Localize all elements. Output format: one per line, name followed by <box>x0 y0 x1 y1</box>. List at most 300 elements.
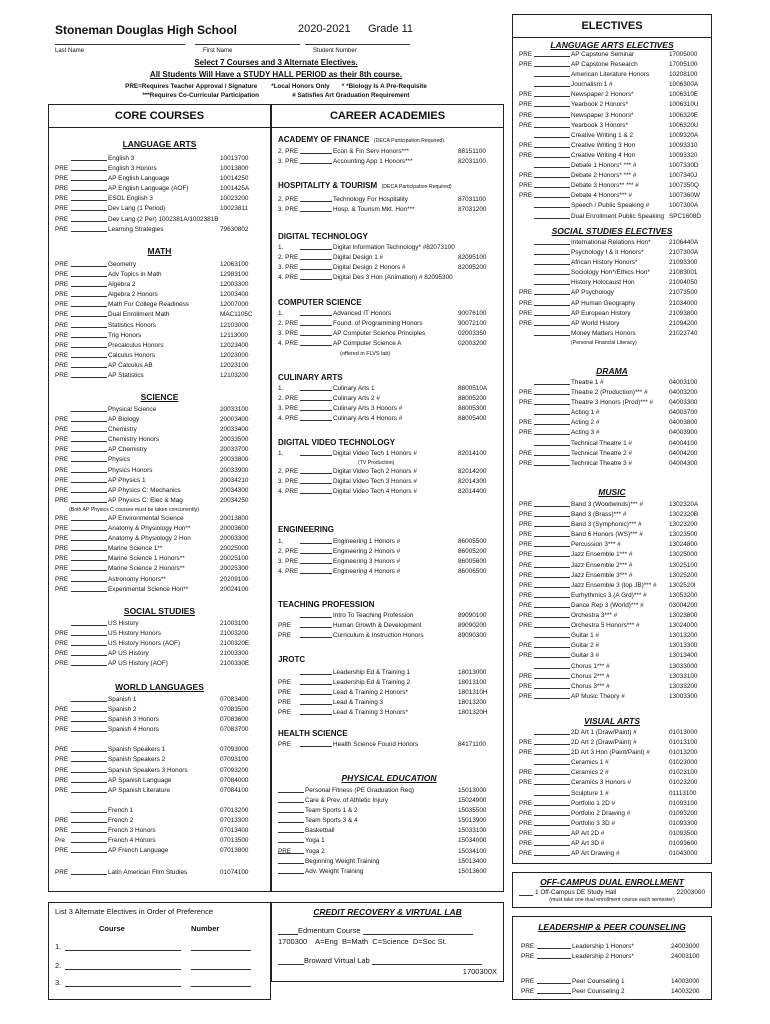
selection-blank[interactable] <box>71 194 107 201</box>
selection-blank[interactable] <box>534 768 570 775</box>
selection-blank[interactable] <box>300 449 332 456</box>
selection-blank[interactable] <box>534 829 570 836</box>
course-code: 13023200 <box>669 521 698 529</box>
course-row <box>278 708 500 718</box>
prereq-label: PRE <box>55 486 69 494</box>
selection-blank[interactable] <box>534 550 570 557</box>
course-row <box>278 195 500 205</box>
selection-blank[interactable] <box>71 154 107 161</box>
selection-blank[interactable] <box>534 692 570 699</box>
selection-blank[interactable] <box>534 80 570 87</box>
course-name: Creative Writing 1 & 2 <box>571 131 634 139</box>
off-campus-box <box>512 872 712 908</box>
selection-blank[interactable] <box>71 755 107 762</box>
instruction-1: Select 7 Courses and 3 Alternate Electives. <box>194 58 358 67</box>
selection-blank[interactable] <box>71 425 107 432</box>
selection-blank[interactable] <box>300 708 332 715</box>
selection-blank[interactable] <box>278 836 304 843</box>
prereq-label: PRE <box>519 571 533 579</box>
selection-blank[interactable] <box>300 631 332 638</box>
selection-blank[interactable] <box>300 567 332 574</box>
course-code: 15013600 <box>458 867 487 875</box>
selection-blank[interactable] <box>71 554 107 561</box>
prereq-label <box>519 268 534 278</box>
course-name: 2D Art 1 (Draw/Paint) # <box>571 729 637 736</box>
course-row <box>519 530 711 540</box>
selection-blank[interactable] <box>534 212 570 219</box>
course-name: Creative Writing 3 Hon <box>571 141 636 149</box>
selection-blank[interactable] <box>300 195 332 202</box>
selection-blank[interactable] <box>300 557 332 564</box>
course-row <box>55 215 270 225</box>
selection-blank[interactable] <box>71 341 107 348</box>
course-code: 18013100 <box>458 679 487 687</box>
selection-blank[interactable] <box>300 384 332 391</box>
selection-blank[interactable] <box>71 619 107 626</box>
selection-blank[interactable] <box>278 826 304 833</box>
selection-blank[interactable] <box>534 748 570 755</box>
selection-blank[interactable] <box>534 758 570 765</box>
course-name: Engineering 4 Honors # <box>333 568 401 576</box>
alt-3-number-line[interactable] <box>191 986 251 987</box>
selection-blank[interactable] <box>534 809 570 816</box>
course-row <box>55 544 270 554</box>
selection-blank[interactable] <box>534 530 570 537</box>
selection-blank[interactable] <box>300 698 332 705</box>
prereq-label <box>519 378 534 388</box>
selection-blank[interactable] <box>71 826 107 833</box>
visual-arts-section <box>513 716 711 859</box>
selection-blank[interactable] <box>534 651 570 658</box>
prereq-label: PRE <box>519 61 533 69</box>
course-name: Chorus 3*** # <box>571 682 610 690</box>
course-name: Peer Counseling 1 <box>572 978 625 986</box>
course-row <box>519 682 711 692</box>
selection-blank[interactable] <box>71 659 107 666</box>
course-name: Leadership 2 Honors* <box>572 953 634 961</box>
alt-2-number-line[interactable] <box>191 969 251 970</box>
course-name: Engineering 3 Honors # <box>333 558 401 566</box>
selection-blank[interactable] <box>71 585 107 592</box>
selection-blank[interactable] <box>534 849 570 856</box>
selection-blank[interactable] <box>300 404 332 411</box>
selection-blank[interactable] <box>71 164 107 171</box>
course-code: 04003200 <box>669 389 698 397</box>
course-code: 13025100 <box>669 561 698 569</box>
course-code: 14003000 <box>671 978 700 986</box>
selection-blank[interactable] <box>71 715 107 722</box>
selection-blank[interactable] <box>71 476 107 483</box>
selection-blank[interactable] <box>534 70 570 77</box>
selection-blank[interactable] <box>71 260 107 267</box>
selection-blank[interactable] <box>278 857 304 864</box>
digital-tech-title: DIGITAL TECHNOLOGY <box>278 232 368 241</box>
selection-blank[interactable] <box>534 449 570 456</box>
selection-blank[interactable] <box>534 171 570 178</box>
prereq-label <box>519 258 534 268</box>
course-name: ESOL English 3 <box>108 195 153 203</box>
selection-blank[interactable] <box>534 141 570 148</box>
math-title: MATH <box>147 246 172 256</box>
selection-blank[interactable] <box>71 745 107 752</box>
course-name: Lead & Training 3 <box>333 699 384 707</box>
selection-blank[interactable] <box>300 740 332 747</box>
course-name: French 3 Honors <box>108 827 156 835</box>
selection-blank[interactable] <box>300 329 332 336</box>
selection-blank[interactable] <box>71 486 107 493</box>
course-name: Technical Theatre 2 # <box>571 449 632 457</box>
selection-blank[interactable] <box>537 952 571 959</box>
selection-blank[interactable] <box>534 408 570 415</box>
selection-blank[interactable] <box>300 678 332 685</box>
alt-1-course-line[interactable] <box>65 950 181 951</box>
selection-blank[interactable] <box>534 641 570 648</box>
selection-blank[interactable] <box>534 778 570 785</box>
selection-blank[interactable] <box>534 191 570 198</box>
selection-blank[interactable] <box>71 836 107 843</box>
course-name: Ceramics 3 Honors # <box>571 779 632 787</box>
prereq-label <box>519 631 534 641</box>
course-row <box>519 131 711 141</box>
selection-blank[interactable] <box>534 789 570 796</box>
course-name: Dev Lang (1 Period) <box>108 205 166 213</box>
selection-blank[interactable] <box>534 378 570 385</box>
selection-blank[interactable] <box>534 100 570 107</box>
course-row <box>55 466 270 476</box>
selection-blank[interactable] <box>300 621 332 628</box>
selection-blank[interactable] <box>71 786 107 793</box>
course-row <box>278 688 500 698</box>
course-row <box>55 154 270 164</box>
broward-code: 1700300X <box>462 967 497 976</box>
selection-blank[interactable] <box>71 455 107 462</box>
course-code: 12983100 <box>220 271 249 279</box>
course-code: 21003100 <box>220 620 249 627</box>
course-name: US History Honors <box>108 630 161 638</box>
selection-blank[interactable] <box>534 631 570 638</box>
selection-blank[interactable] <box>71 310 107 317</box>
school-name: Stoneman Douglas High School <box>55 23 238 37</box>
selection-blank[interactable] <box>300 537 332 544</box>
selection-blank[interactable] <box>534 571 570 578</box>
selection-blank[interactable] <box>534 601 570 608</box>
selection-blank[interactable] <box>278 847 304 854</box>
selection-blank[interactable] <box>71 524 107 531</box>
course-row <box>278 157 500 167</box>
selection-blank[interactable] <box>534 418 570 425</box>
music-section <box>513 487 711 702</box>
course-name: AP English Language <box>108 175 170 183</box>
selection-blank[interactable] <box>300 487 332 494</box>
selection-blank[interactable] <box>71 225 107 232</box>
edmentum-codes: 1700300 A=Eng B=Math C=Science D=Soc St. <box>278 937 447 946</box>
course-row <box>519 80 711 90</box>
course-code: 07084100 <box>220 786 249 794</box>
selection-blank[interactable] <box>71 639 107 646</box>
course-code: 13013400 <box>669 652 698 660</box>
course-row <box>278 394 500 404</box>
prereq-label: PRE <box>55 585 69 593</box>
selection-blank[interactable] <box>300 253 332 260</box>
prereq-label: PRE <box>55 426 69 434</box>
selection-blank[interactable] <box>300 339 332 346</box>
course-row <box>55 310 270 320</box>
selection-blank[interactable] <box>71 575 107 582</box>
selection-blank[interactable] <box>71 846 107 853</box>
selection-blank[interactable] <box>71 766 107 773</box>
selection-blank[interactable] <box>534 161 570 168</box>
last-name-label: Last Name <box>55 48 85 54</box>
course-name: Basketball <box>305 827 335 835</box>
prereq-label: PRE <box>519 551 533 559</box>
prereq-label: PRE <box>519 739 533 747</box>
selection-blank[interactable] <box>71 776 107 783</box>
course-name: AP Physics C: Elec & Mag <box>108 496 183 504</box>
selection-blank[interactable] <box>278 816 304 823</box>
course-name: Digital Video Tech 2 Honors # <box>333 468 417 476</box>
course-row <box>55 331 270 341</box>
selection-blank[interactable] <box>71 300 107 307</box>
selection-blank[interactable] <box>300 273 332 280</box>
selection-blank[interactable] <box>71 331 107 338</box>
selection-blank[interactable] <box>534 90 570 97</box>
course-code: 87031100 <box>458 196 486 203</box>
selection-blank[interactable] <box>300 611 332 618</box>
core-courses-title: CORE COURSES <box>114 110 205 122</box>
course-code: 82014300 <box>458 478 487 486</box>
selection-blank[interactable] <box>300 688 332 695</box>
course-row <box>55 164 270 174</box>
course-name: Physics <box>108 456 131 464</box>
course-code: 07083500 <box>220 706 249 714</box>
course-name: Spanish 4 Honors <box>108 726 159 734</box>
selection-blank[interactable] <box>534 121 570 128</box>
selection-blank[interactable] <box>71 215 107 222</box>
selection-blank[interactable] <box>278 786 304 793</box>
selection-blank[interactable] <box>534 819 570 826</box>
prereq-label: PRE <box>55 185 69 193</box>
selection-blank[interactable] <box>534 662 570 669</box>
selection-blank[interactable] <box>71 544 107 551</box>
course-row <box>519 778 711 788</box>
course-name: Yearbook 3 Honors* <box>571 121 628 129</box>
selection-blank[interactable] <box>534 561 570 568</box>
selection-blank[interactable] <box>71 705 107 712</box>
selection-blank[interactable] <box>71 174 107 181</box>
selection-blank[interactable] <box>71 270 107 277</box>
course-name: Anatomy & Physiology 2 Hon <box>108 535 191 543</box>
course-code: 84171100 <box>458 741 486 748</box>
course-name: Theatre 3 Honors (Prod)*** # <box>571 399 654 407</box>
selection-blank[interactable] <box>71 321 107 328</box>
alt-2-course-line[interactable] <box>65 969 181 970</box>
selection-blank[interactable] <box>534 299 570 306</box>
selection-blank[interactable] <box>537 987 571 994</box>
course-code: SPC1608D <box>669 212 701 220</box>
selection-blank[interactable] <box>534 111 570 118</box>
selection-blank[interactable] <box>300 414 332 421</box>
selection-blank[interactable] <box>300 394 332 401</box>
course-row <box>55 445 270 455</box>
selection-blank[interactable] <box>71 868 107 875</box>
course-code: 15013000 <box>458 787 487 794</box>
selection-blank[interactable] <box>534 309 570 316</box>
selection-blank[interactable] <box>534 839 570 846</box>
school-year: 2020-2021 <box>298 23 351 35</box>
course-row <box>55 868 270 878</box>
core-courses-box <box>48 104 271 892</box>
selection-blank[interactable] <box>71 445 107 452</box>
selection-blank[interactable] <box>71 534 107 541</box>
alt-1-label: 1. <box>55 942 62 951</box>
course-row <box>519 581 711 591</box>
course-row <box>278 547 500 557</box>
selection-blank[interactable] <box>534 682 570 689</box>
course-name: Leadership 1 Honors* <box>572 943 634 950</box>
selection-blank[interactable] <box>534 439 570 446</box>
selection-blank[interactable] <box>534 510 570 517</box>
selection-blank[interactable] <box>534 181 570 188</box>
prereq-label: PRE <box>519 449 533 457</box>
course-code: 13003300 <box>669 692 698 700</box>
selection-blank[interactable] <box>300 467 332 474</box>
course-name: Guitar 3 # <box>571 652 600 660</box>
selection-blank[interactable] <box>534 611 570 618</box>
prereq-label: PRE <box>55 416 69 424</box>
prereq-label: 4. PRE <box>278 415 299 423</box>
selection-blank[interactable] <box>71 466 107 473</box>
first-name-label: First Name <box>203 48 233 54</box>
selection-blank[interactable] <box>534 398 570 405</box>
selection-blank[interactable] <box>534 728 570 735</box>
prereq-label <box>519 662 534 672</box>
selection-blank[interactable] <box>534 799 570 806</box>
selection-blank[interactable] <box>534 201 570 208</box>
course-code: 07093100 <box>220 756 249 764</box>
prereq-label: PRE <box>55 372 69 380</box>
selection-blank[interactable] <box>71 725 107 732</box>
selection-blank[interactable] <box>534 268 570 275</box>
selection-blank[interactable] <box>300 243 332 250</box>
selection-blank[interactable] <box>534 459 570 466</box>
course-name: Spanish Speakers 2 <box>108 756 166 764</box>
selection-blank[interactable] <box>278 806 304 813</box>
selection-blank[interactable] <box>71 629 107 636</box>
course-name: Jazz Ensemble 1*** # <box>571 551 633 559</box>
selection-blank[interactable] <box>534 581 570 588</box>
course-row <box>55 564 270 574</box>
course-row <box>55 816 270 826</box>
selection-blank[interactable] <box>71 184 107 191</box>
selection-blank[interactable] <box>534 621 570 628</box>
course-row <box>55 280 270 290</box>
selection-blank[interactable] <box>534 540 570 547</box>
course-name: Team Sports 3 & 4 <box>305 817 358 825</box>
selection-blank[interactable] <box>300 157 332 164</box>
selection-blank[interactable] <box>300 263 332 270</box>
selection-blank[interactable] <box>534 388 570 395</box>
selection-blank[interactable] <box>534 500 570 507</box>
selection-blank[interactable] <box>534 288 570 295</box>
selection-blank[interactable] <box>300 319 332 326</box>
selection-blank[interactable] <box>71 280 107 287</box>
selection-blank[interactable] <box>534 329 570 336</box>
prereq-label: PRE <box>55 660 69 668</box>
selection-blank[interactable] <box>534 672 570 679</box>
course-name: Chemistry Honors <box>108 436 160 444</box>
course-name: International Relations Hon* <box>571 239 651 246</box>
selection-blank[interactable] <box>534 319 570 326</box>
course-name: AP Capstone Research <box>571 61 638 69</box>
selection-blank[interactable] <box>300 147 332 154</box>
selection-blank[interactable] <box>300 309 332 316</box>
prereq-label: 3. PRE <box>278 558 299 566</box>
selection-blank[interactable] <box>71 806 107 813</box>
selection-blank[interactable] <box>71 496 107 503</box>
course-name: Advanced IT Honors <box>333 310 392 317</box>
selection-blank[interactable] <box>71 695 107 702</box>
prereq-label: 2. PRE <box>278 468 299 476</box>
selection-blank[interactable] <box>300 668 332 675</box>
course-row <box>519 258 711 268</box>
course-row <box>521 942 711 952</box>
selection-blank[interactable] <box>534 60 570 67</box>
selection-blank[interactable] <box>534 738 570 745</box>
selection-blank[interactable] <box>534 428 570 435</box>
selection-blank[interactable] <box>534 151 570 158</box>
course-name: Chemistry <box>108 426 137 434</box>
electives-title: ELECTIVES <box>581 20 643 32</box>
selection-blank[interactable] <box>534 131 570 138</box>
course-code: 20024100 <box>220 585 249 593</box>
selection-blank[interactable] <box>278 796 304 803</box>
selection-blank[interactable] <box>534 278 570 285</box>
selection-blank[interactable] <box>300 205 332 212</box>
course-row <box>55 534 270 544</box>
selection-blank[interactable] <box>71 405 107 412</box>
selection-blank[interactable] <box>71 371 107 378</box>
course-code: 13033100 <box>669 672 698 680</box>
selection-blank[interactable] <box>71 415 107 422</box>
selection-blank[interactable] <box>534 520 570 527</box>
selection-blank[interactable] <box>534 591 570 598</box>
selection-blank[interactable] <box>71 649 107 656</box>
selection-blank[interactable] <box>278 867 304 874</box>
selection-blank[interactable] <box>534 258 570 265</box>
selection-blank[interactable] <box>537 942 571 949</box>
selection-blank[interactable] <box>534 238 570 245</box>
selection-blank[interactable] <box>300 547 332 554</box>
alt-1-number-line[interactable] <box>191 950 251 951</box>
course-name: Found. of Programming Honors <box>333 320 423 328</box>
course-row <box>55 705 270 715</box>
selection-blank[interactable] <box>71 514 107 521</box>
course-code: 04003700 <box>669 409 698 417</box>
selection-blank[interactable] <box>537 977 571 984</box>
alt-3-course-line[interactable] <box>65 986 181 987</box>
selection-blank[interactable] <box>534 50 570 57</box>
selection-blank[interactable] <box>71 204 107 211</box>
selection-blank[interactable] <box>300 477 332 484</box>
selection-blank[interactable] <box>71 290 107 297</box>
selection-blank[interactable] <box>71 816 107 823</box>
selection-blank[interactable] <box>71 564 107 571</box>
engineering-title: ENGINEERING <box>278 525 335 534</box>
selection-blank[interactable] <box>71 361 107 368</box>
selection-blank[interactable] <box>71 351 107 358</box>
selection-blank[interactable] <box>71 435 107 442</box>
selection-blank[interactable] <box>534 248 570 255</box>
